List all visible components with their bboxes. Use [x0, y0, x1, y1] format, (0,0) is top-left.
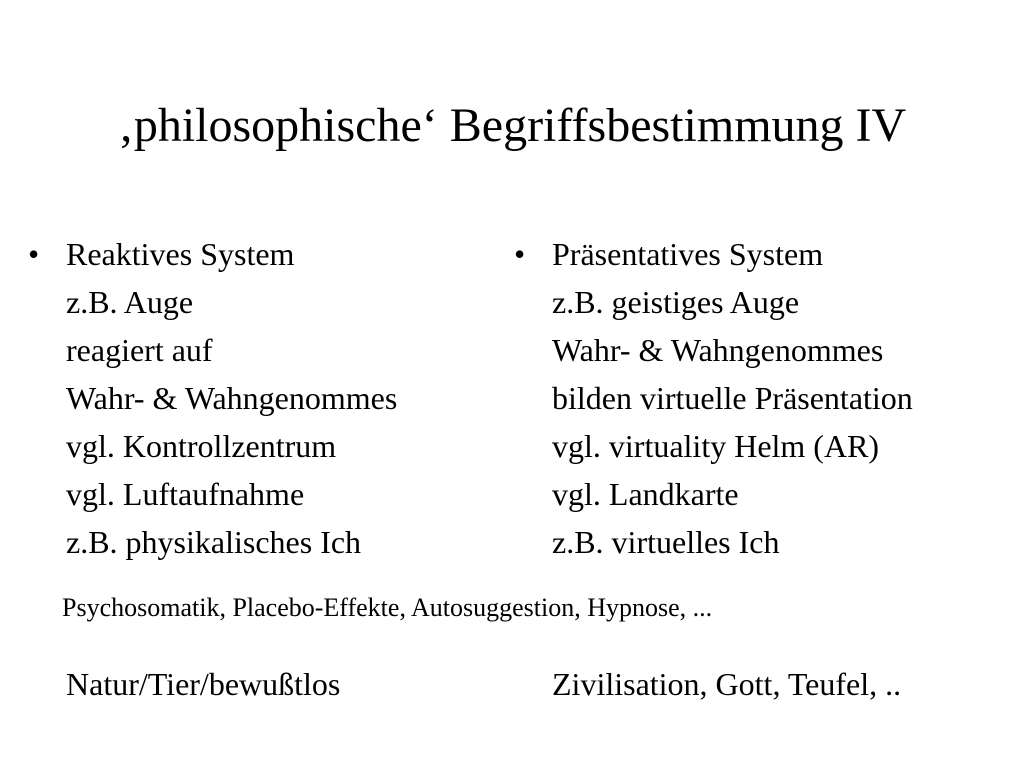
left-line-6: vgl. Luftaufnahme — [66, 476, 305, 512]
right-column — [514, 230, 1020, 566]
right-bullet-lines — [552, 230, 913, 566]
right-line-7: z.B. virtuelles Ich — [552, 524, 780, 560]
middle-note: Psychosomatik, Placebo-Effekte, Autosuggestion, Hypnose, ... — [62, 593, 713, 622]
left-bullet-lines — [66, 230, 397, 566]
left-column — [28, 230, 498, 566]
right-line-1: Präsentatives System — [552, 236, 824, 272]
right-bullet-item — [514, 230, 1020, 566]
left-line-2: z.B. Auge — [66, 284, 194, 320]
right-line-6: vgl. Landkarte — [552, 476, 739, 512]
left-line-7: z.B. physikalisches Ich — [66, 524, 362, 560]
left-bullet-item — [28, 230, 498, 566]
bottom-right-label: Zivilisation, Gott, Teufel, .. — [552, 666, 902, 702]
right-line-4: bilden virtuelle Präsentation — [552, 380, 913, 416]
bottom-left-label: Natur/Tier/bewußtlos — [66, 666, 341, 702]
right-line-5: vgl. virtuality Helm (AR) — [552, 428, 880, 464]
left-line-5: vgl. Kontrollzentrum — [66, 428, 337, 464]
left-line-1: Reaktives System — [66, 236, 295, 272]
left-line-4: Wahr- & Wahngenommes — [66, 380, 398, 416]
slide-title: ‚philosophische‘ Begriffsbestimmung IV — [117, 99, 907, 152]
bullet-icon: • — [514, 236, 526, 272]
bullet-icon: • — [28, 236, 40, 272]
right-line-2: z.B. geistiges Auge — [552, 284, 800, 320]
left-line-3: reagiert auf — [66, 332, 213, 368]
right-line-3: Wahr- & Wahngenommes — [552, 332, 884, 368]
